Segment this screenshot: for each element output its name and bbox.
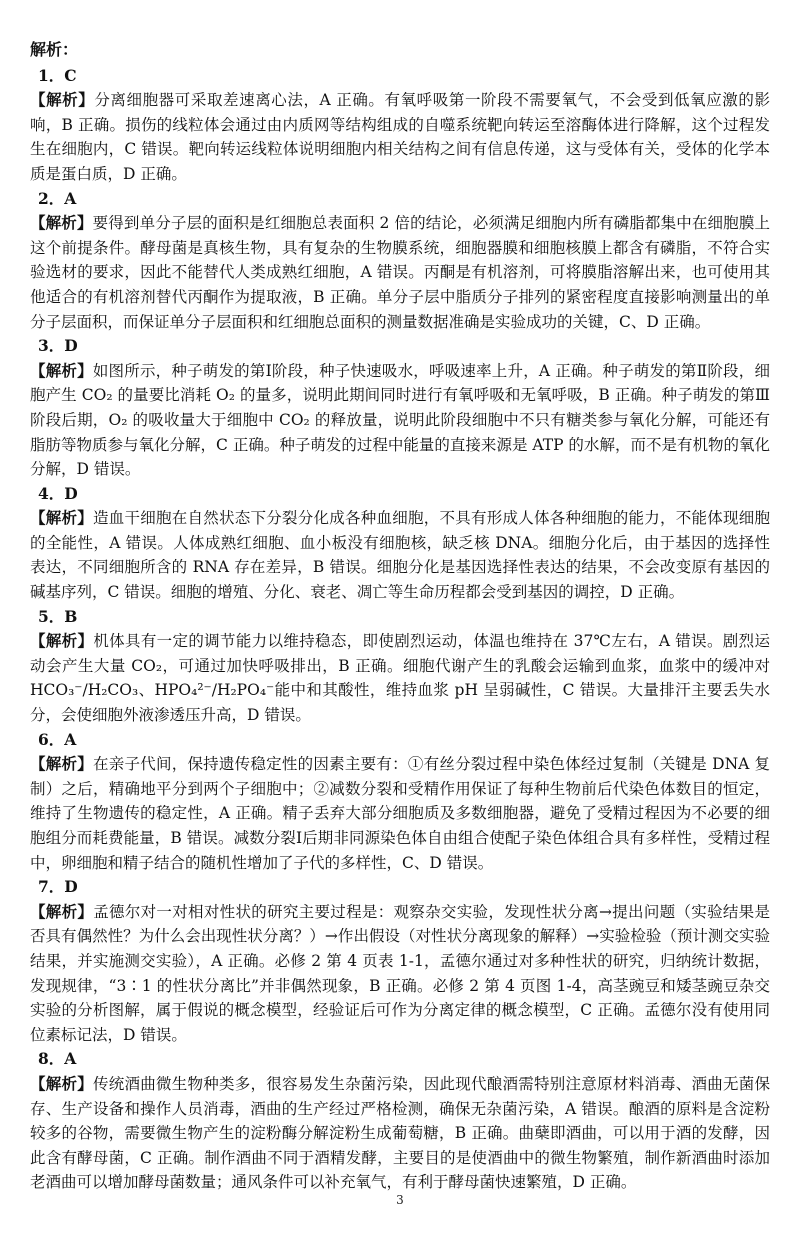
analysis-tag: 【解析】 bbox=[30, 901, 94, 921]
answer-item-6 bbox=[30, 728, 770, 876]
answer-explanation bbox=[30, 506, 770, 604]
answer-explanation bbox=[30, 752, 770, 875]
answer-number: 2．A bbox=[38, 188, 77, 208]
answer-item-3 bbox=[30, 334, 770, 482]
answer-explanation bbox=[30, 629, 770, 727]
explanation-text: 在亲子代间，保持遗传稳定性的因素主要有：①有丝分裂过程中染色体经过复制（关键是 DNA 复制）之后，精确地平分到两个子细胞中；②减数分裂和受精作用保证了每种生物前后代染色体数目的恒定，维持了生物遗传的稳定性，A 正确。精子丢弃大部分细胞质及多数细胞器，避免了受精过程因为不必要的细胞组分而耗费能量，B 错误。减数分裂Ⅰ后期非同源染色体自由组合使配子染色体组合具有多样性，受精过程中，卵细胞和精子结合的随机性增加了子代的多样性，C、D 错误。 bbox=[30, 755, 770, 872]
page-number: 3 bbox=[396, 1193, 404, 1207]
answer-item-4 bbox=[30, 482, 770, 605]
analysis-tag: 【解析】 bbox=[30, 631, 94, 651]
explanation-text: 孟德尔对一对相对性状的研究主要过程是：观察杂交实验，发现性状分离→提出问题（实验结果是否具有偶然性？为什么会出现性状分离？）→作出假设（对性状分离现象的解释）→实验检验（预计测交实验结果，并实施测交实验），A 正确。必修 2 第 4 页表 1-1，孟德尔通过对多种性状的研究，归纳统计数据，发现规律，“3∶1 的性状分离比”并非偶然现象，B 正确。必修 2 第 4 页图 1-4，高茎豌豆和矮茎豌豆杂交实验的分析图解，属于假说的概念模型，经验证后可作为分离定律的概念模型，C 正确。孟德尔没有使用同位素标记法，D 错误。 bbox=[30, 902, 770, 1044]
answer-item-2 bbox=[30, 187, 770, 335]
answer-number: 7．D bbox=[38, 877, 78, 897]
explanation-text: 造血干细胞在自然状态下分裂分化成各种血细胞，不具有形成人体各种细胞的能力，不能体现细胞的全能性，A 错误。人体成熟红细胞、血小板没有细胞核，缺乏核 DNA。细胞分化后，由于基因的选择性表达，不同细胞所含的 RNA 存在差异，B 错误。细胞分化是基因选择性表达的结果，不会改变原有基因的碱基序列，C 错误。细胞的增殖、分化、衰老、凋亡等生命历程都会受到基因的调控，D 正确。 bbox=[30, 509, 770, 602]
answer-item-5 bbox=[30, 605, 770, 728]
analysis-tag: 【解析】 bbox=[30, 360, 93, 380]
explanation-text: 要得到单分子层的面积是红细胞总表面积 2 倍的结论，必须满足细胞内所有磷脂都集中在细胞膜上这个前提条件。酵母菌是真核生物，具有复杂的生物膜系统，细胞器膜和细胞核膜上都含有磷脂，不符合实验选材的要求，因此不能替代人类成熟红细胞，A 错误。丙酮是有机溶剂，可将膜脂溶解出来，也可使用其他适合的有机溶剂替代丙酮作为提取液，B 正确。单分子层中脂质分子排列的紧密程度直接影响测量出的单分子层面积，而保证单分子层面积和红细胞总面积的测量数据准确是实验成功的关键，C、D 正确。 bbox=[30, 214, 770, 331]
answer-explanation bbox=[30, 359, 770, 482]
explanation-text: 分离细胞器可采取差速离心法，A 正确。有氧呼吸第一阶段不需要氧气，不会受到低氧应激的影响，B 正确。损伤的线粒体会通过由内质网等结构组成的自噬系统靶向转运至溶酶体进行降解，这个过程发生在细胞内，C 错误。靶向转运线粒体说明细胞内相关结构之间有信息传递，这与受体有关，受体的化学本质是蛋白质，D 正确。 bbox=[30, 91, 770, 183]
page-heading: 解析： bbox=[30, 40, 79, 59]
analysis-tag: 【解析】 bbox=[30, 213, 93, 233]
analysis-tag: 【解析】 bbox=[30, 754, 93, 774]
answer-explanation bbox=[30, 1072, 770, 1195]
explanation-text: 如图所示，种子萌发的第Ⅰ阶段，种子快速吸水，呼吸速率上升，A 正确。种子萌发的第Ⅱ阶段，细胞产生 CO₂ 的量要比消耗 O₂ 的量多，说明此期间同时进行有氧呼吸和无氧呼吸，B 正确。种子萌发的第Ⅲ阶段后期，O₂ 的吸收量大于细胞中 CO₂ 的释放量，说明此阶段细胞中不只有糖类参与氧化分解，可能还有脂肪等物质参与氧化分解，C 正确。种子萌发的过程中能量的直接来源是 ATP 的水解，而不是有机物的氧化分解，D 错误。 bbox=[30, 361, 770, 479]
answer-explanation bbox=[30, 211, 770, 334]
answer-number: 6．A bbox=[38, 729, 77, 749]
answer-number: 8．A bbox=[38, 1049, 77, 1069]
answer-number: 4．D bbox=[38, 483, 78, 503]
analysis-tag: 【解析】 bbox=[30, 508, 93, 528]
explanation-text: 传统酒曲微生物种类多，很容易发生杂菌污染，因此现代酿酒需特别注意原材料消毒、酒曲无菌保存、生产设备和操作人员消毒，酒曲的生产经过严格检测，确保无杂菌污染，A 错误。酿酒的原料是含淀粉较多的谷物，需要微生物产生的淀粉酶分解淀粉生成葡萄糖，B 正确。曲蘖即酒曲，可以用于酒的发酵，因此含有酵母菌，C 正确。制作酒曲不同于酒精发酵，主要目的是使酒曲中的微生物繁殖，制作新酒曲时添加老酒曲可以增加酵母菌数量；通风条件可以补充氧气，有利于酵母菌快速繁殖，D 正确。 bbox=[30, 1074, 770, 1192]
answer-explanation bbox=[30, 900, 770, 1048]
answer-item-1 bbox=[30, 64, 770, 187]
answer-number: 5．B bbox=[38, 606, 78, 626]
answer-number: 3．D bbox=[38, 336, 78, 356]
analysis-tag: 【解析】 bbox=[30, 1073, 93, 1093]
explanation-text: 机体具有一定的调节能力以维持稳态，即使剧烈运动，体温也维持在 37℃左右，A 错误。剧烈运动会产生大量 CO₂，可通过加快呼吸排出，B 正确。细胞代谢产生的乳酸会运输到血浆，血浆中的缓冲对 HCO₃⁻/H₂CO₃、HPO₄²⁻/H₂PO₄⁻能中和其酸性，维持血浆 pH 呈弱碱性，C 错误。大量排汗主要丢失水分，会使细胞外液渗透压升高，D 错误。 bbox=[30, 632, 770, 725]
answer-item-7 bbox=[30, 875, 770, 1047]
answer-item-8 bbox=[30, 1047, 770, 1195]
analysis-tag: 【解析】 bbox=[30, 90, 95, 110]
answer-number: 1．C bbox=[38, 65, 77, 85]
answer-explanation bbox=[30, 88, 770, 186]
